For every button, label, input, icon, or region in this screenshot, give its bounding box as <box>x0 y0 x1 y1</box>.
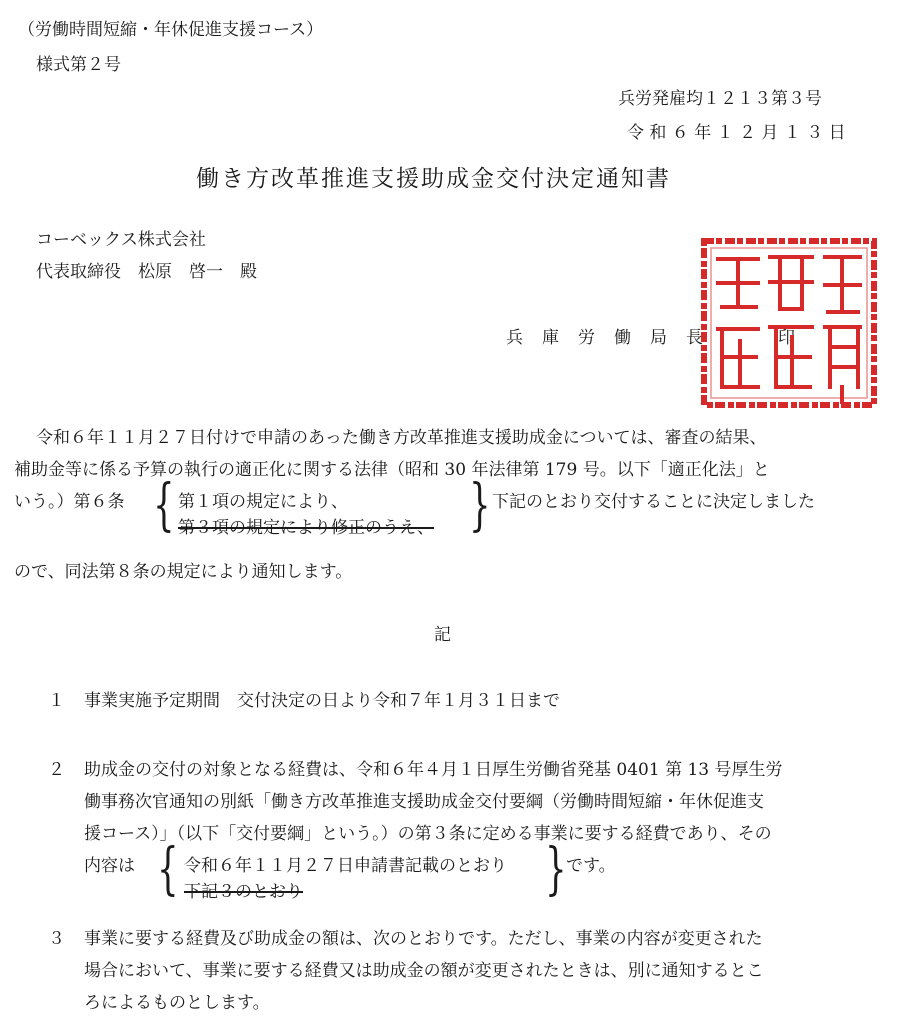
item-2-line-1: 助成金の交付の対象となる経費は、令和６年４月１日厚生労働省発基 0401 第 13 号厚生労 <box>84 760 783 780</box>
item-3-line-3: ろによるものとします。 <box>84 993 270 1013</box>
body-line-2: 補助金等に係る予算の執行の適正化に関する法律（昭和 30 年法律第 179 号。以下「適正化法」と <box>14 460 770 480</box>
issue-date: 令 和 ６ 年 １ ２ 月 １ ３ 日 <box>627 123 846 143</box>
item-1-text: 事業実施予定期間 交付決定の日より令和７年１月３１日まで <box>84 691 560 711</box>
item-2-left-brace: { <box>157 837 179 902</box>
choice2-option1: 令和６年１１月２７日申請書記載のとおり <box>184 856 507 876</box>
item-3-line-2: 場合において、事業に要する経費又は助成金の額が変更されたときは、別に通知するとこ <box>84 961 764 981</box>
document-number: 兵労発雇均１２１３第３号 <box>618 89 822 109</box>
choice1-option2-struck: 第３項の規定により修正のうえ、 <box>178 518 435 538</box>
item-2-line-4-prefix: 内容は <box>84 856 135 876</box>
choice2-option2-struck: 下記３のとおり <box>184 882 303 902</box>
item-1-number: １ <box>48 691 65 711</box>
item-2-line-3: 援コース）」（以下「交付要綱」という。）の第３条に定める事業に要する経費であり、その <box>84 824 772 844</box>
page-title: 働き方改革推進支援助成金交付決定通知書 <box>196 166 671 192</box>
recipient-representative: 代表取締役 松原 啓一 殿 <box>36 262 257 282</box>
choice1-option1: 第１項の規定により、 <box>178 492 348 512</box>
body-line-3-prefix: いう。）第６条 <box>14 492 125 512</box>
body-line-1: 令和６年１１月２７日付けで申請のあった働き方改革推進支援助成金については、審査の結果、 <box>36 428 767 448</box>
form-number: 様式第２号 <box>36 55 121 75</box>
seal-mark: 印 <box>778 328 795 348</box>
course-label: （労働時間短縮・年休促進支援コース） <box>18 20 324 40</box>
left-brace: { <box>153 473 175 538</box>
recipient-company: コーベックス株式会社 <box>36 230 206 250</box>
item-2-line-4-suffix: です。 <box>566 856 616 876</box>
item-2-right-brace: } <box>545 837 567 902</box>
item-3-line-1: 事業に要する経費及び助成金の額は、次のとおりです。ただし、事業の内容が変更された <box>84 929 763 949</box>
ki-heading: 記 <box>434 625 451 645</box>
item-3-number: ３ <box>48 929 65 949</box>
official-seal <box>700 237 878 409</box>
body-line-3-suffix: 下記のとおり交付することに決定しました <box>492 492 815 512</box>
right-brace: } <box>469 473 491 538</box>
item-2-number: ２ <box>48 760 65 780</box>
item-2-line-2: 働事務次官通知の別紙「働き方改革推進支援助成金交付要綱（労働時間短縮・年休促進支 <box>84 792 764 812</box>
body-line-4: ので、同法第８条の規定により通知します。 <box>14 562 353 582</box>
issuer-name: 兵 庫 労 働 局 長 <box>506 328 704 348</box>
